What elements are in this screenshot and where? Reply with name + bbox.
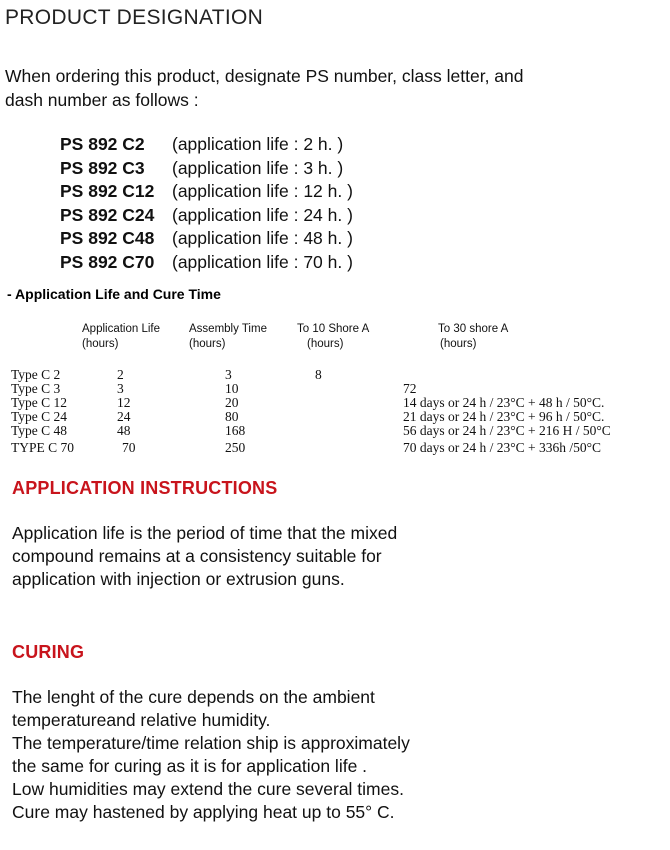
intro-text: When ordering this product, designate PS number, class letter, and dash number as follows : xyxy=(5,66,524,110)
designation-life: (application life : 70 h. ) xyxy=(172,252,353,272)
designation-code: PS 892 C12 xyxy=(60,181,155,201)
table-row xyxy=(0,396,670,410)
paragraph-line: the same for curing as it is for application life . xyxy=(12,756,368,776)
column-header-unit: (hours) xyxy=(307,338,344,350)
designation-code: PS 892 C24 xyxy=(60,205,155,225)
cell-application-life: 12 xyxy=(117,395,131,410)
designation-code: PS 892 C70 xyxy=(60,252,155,272)
cell-assembly-time: 80 xyxy=(225,409,239,424)
cell-application-life: 2 xyxy=(117,367,124,382)
designation-life: (application life : 12 h. ) xyxy=(172,181,353,201)
designation-code: PS 892 C48 xyxy=(60,228,155,248)
cell-assembly-time: 168 xyxy=(225,423,246,438)
column-header-name: To 10 Shore A xyxy=(297,323,370,335)
designation-item xyxy=(60,252,353,273)
designation-life: (application life : 3 h. ) xyxy=(172,158,344,178)
paragraph-line: Low humidities may extend the cure several times. xyxy=(12,779,404,799)
cell-type: Type C 24 xyxy=(11,409,68,424)
designation-life: (application life : 48 h. ) xyxy=(172,228,353,248)
cell-type: Type C 48 xyxy=(11,423,68,438)
table-row xyxy=(0,424,670,438)
page-title: PRODUCT DESIGNATION xyxy=(5,6,264,29)
paragraph-line: application with injection or extrusion guns. xyxy=(12,569,345,589)
column-header xyxy=(189,322,267,352)
paragraph-line: compound remains at a consistency suitable for xyxy=(12,546,382,566)
table-row xyxy=(0,410,670,424)
cell-shore-30: 21 days or 24 h / 23°C + 96 h / 50°C. xyxy=(403,409,605,424)
paragraph-line: Application life is the period of time that the mixed xyxy=(12,523,398,543)
table-heading: - Application Life and Cure Time xyxy=(7,286,221,302)
cell-type: Type C 2 xyxy=(11,367,61,382)
column-header-name: Application Life xyxy=(82,323,160,335)
designation-item xyxy=(60,134,343,155)
cell-assembly-time: 10 xyxy=(225,381,239,396)
table-row xyxy=(0,382,670,396)
designation-life: (application life : 24 h. ) xyxy=(172,205,353,225)
column-header xyxy=(297,322,369,352)
cell-shore-30: 56 days or 24 h / 23°C + 216 H / 50°C xyxy=(403,423,611,438)
column-header xyxy=(438,322,508,352)
column-header-unit: (hours) xyxy=(440,338,477,350)
curing-text xyxy=(12,686,652,824)
designation-code: PS 892 C3 xyxy=(60,158,145,178)
cell-shore-30: 14 days or 24 h / 23°C + 48 h / 50°C. xyxy=(403,395,605,410)
cell-application-life: 70 xyxy=(122,440,136,455)
curing-heading: CURING xyxy=(12,642,85,662)
table-row xyxy=(0,368,670,382)
table-row xyxy=(0,441,670,455)
paragraph-line: The temperature/time relation ship is approximately xyxy=(12,733,410,753)
cell-assembly-time: 3 xyxy=(225,367,232,382)
cell-application-life: 24 xyxy=(117,409,131,424)
cell-assembly-time: 250 xyxy=(225,440,246,455)
cell-type: Type C 12 xyxy=(11,395,68,410)
designation-life: (application life : 2 h. ) xyxy=(172,134,344,154)
cell-shore-10: 8 xyxy=(315,367,322,382)
cell-type: Type C 3 xyxy=(11,381,61,396)
designation-item xyxy=(60,205,353,226)
column-header xyxy=(82,322,160,352)
column-header-name: To 30 shore A xyxy=(438,323,509,335)
cell-application-life: 3 xyxy=(117,381,124,396)
cell-application-life: 48 xyxy=(117,423,131,438)
cell-shore-30: 70 days or 24 h / 23°C + 336h /50°C xyxy=(403,440,602,455)
application-instructions-text xyxy=(12,522,632,591)
paragraph-line: temperatureand relative humidity. xyxy=(12,710,271,730)
column-header-name: Assembly Time xyxy=(189,323,267,335)
cell-type: TYPE C 70 xyxy=(11,440,75,455)
paragraph-line: The lenght of the cure depends on the ambient xyxy=(12,687,375,707)
designation-item xyxy=(60,228,353,249)
column-header-unit: (hours) xyxy=(189,338,226,350)
designation-item xyxy=(60,158,343,179)
designation-item xyxy=(60,181,353,202)
application-instructions-heading: APPLICATION INSTRUCTIONS xyxy=(12,478,278,498)
cell-assembly-time: 20 xyxy=(225,395,239,410)
column-header-unit: (hours) xyxy=(82,338,119,350)
cell-shore-30: 72 xyxy=(403,381,417,396)
designation-code: PS 892 C2 xyxy=(60,134,145,154)
paragraph-line: Cure may hastened by applying heat up to 55° C. xyxy=(12,802,395,822)
